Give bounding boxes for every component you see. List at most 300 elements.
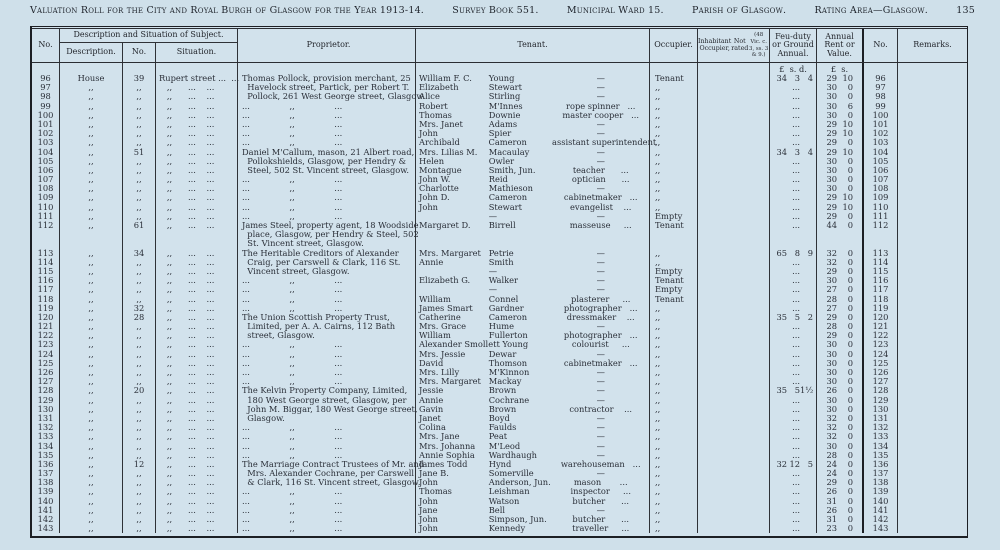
cell-occupier: ,,	[650, 258, 698, 267]
cell-row-number-right: 130	[864, 405, 898, 414]
cell-row-number-right: 111	[864, 212, 898, 221]
feu-shillings: 3	[794, 146, 800, 157]
cell-description: ,,	[60, 203, 123, 212]
cell-occupier: ,,	[650, 184, 698, 193]
cell-tenant	[416, 221, 650, 230]
tenant-surname: Kennedy	[488, 523, 526, 534]
cell-proprietor: ... ,, ...	[238, 175, 416, 184]
tenant-forename: Thomas	[419, 109, 452, 120]
tenant-surname: Gardner	[488, 302, 524, 313]
rent-pounds: 28	[826, 449, 837, 460]
cell-proprietor: ... ,, ...	[238, 138, 416, 147]
cell-tenant	[416, 120, 650, 129]
cell-inhabitant-occupier	[698, 239, 770, 248]
cell-remarks	[898, 432, 967, 441]
cell-row-number-right: 119	[864, 304, 898, 313]
tenant-forename: John	[419, 477, 439, 488]
feu-pence	[800, 102, 813, 111]
cell-annual-rent	[817, 304, 864, 313]
cell-situation: ,, ... ...	[156, 497, 238, 506]
feu-pence	[800, 175, 813, 184]
rent-shillings: 6	[847, 100, 853, 111]
cell-house-number: ,,	[123, 331, 156, 340]
tenant-forename	[416, 230, 489, 239]
cell-annual-rent	[817, 432, 864, 441]
cell-inhabitant-occupier	[698, 386, 770, 395]
cell-proprietor: Glasgow.	[238, 414, 416, 423]
feu-pence	[800, 497, 813, 506]
feu-pounds	[770, 193, 787, 202]
feu-shillings: ...	[792, 91, 800, 102]
cell-description: ,,	[60, 340, 123, 349]
feu-pence	[800, 368, 813, 377]
cell-row-number: 132	[32, 423, 60, 432]
cell-inhabitant-occupier	[698, 276, 770, 285]
feu-shillings: ...	[792, 504, 800, 515]
tenant-forename: Mrs. Jane	[419, 431, 460, 442]
cell-annual-rent	[817, 497, 864, 506]
cell-description: ,,	[60, 166, 123, 175]
feu-pence	[800, 350, 813, 359]
feu-pence	[800, 166, 813, 175]
tenant-surname: Young	[488, 73, 515, 83]
cell-annual-rent	[817, 423, 864, 432]
cell-house-number: ,,	[123, 157, 156, 166]
cell-row-number: 112	[32, 221, 60, 230]
rent-pounds: 29	[826, 201, 837, 212]
feu-pence	[800, 193, 813, 202]
cell-row-number: 115	[32, 267, 60, 276]
cell-description: ,,	[60, 524, 123, 533]
rent-shillings: 0	[847, 394, 853, 405]
tenant-surname: Peat	[488, 431, 508, 442]
tenant-surname: Adams	[488, 118, 518, 129]
feu-pounds: 34	[776, 146, 787, 157]
tenant-forename: Mrs. Jessie	[419, 348, 466, 359]
cell-situation: ,, ... ...	[156, 111, 238, 120]
tenant-forename: Colina	[419, 422, 446, 433]
feu-shillings: ...	[792, 330, 800, 341]
rent-shillings: 0	[847, 82, 853, 93]
cell-house-number: ,,	[123, 506, 156, 515]
cell-description: ,,	[60, 157, 123, 166]
rent-pounds: 30	[826, 155, 837, 166]
tenant-forename: William	[419, 330, 451, 341]
cell-description: ,,	[60, 184, 123, 193]
feu-shillings: ...	[792, 192, 800, 203]
rent-pounds: 30	[826, 183, 837, 194]
cell-row-number-right: 129	[864, 396, 898, 405]
cell-description: ,,	[60, 83, 123, 92]
feu-pounds	[770, 295, 787, 304]
municipal-ward-label: Municipal Ward 15.	[566, 5, 664, 16]
feu-pounds	[770, 129, 787, 138]
cell-occupier: ,,	[650, 92, 698, 101]
cell-house-number: ,,	[123, 276, 156, 285]
cell-description: ,,	[60, 120, 123, 129]
header-situation: Situation.	[176, 47, 217, 57]
feu-shillings: ...	[792, 431, 800, 442]
cell-inhabitant-occupier	[698, 405, 770, 414]
feu-shillings: ...	[792, 523, 800, 534]
feu-pence	[800, 515, 813, 524]
cell-remarks	[898, 111, 967, 120]
tenant-surname: Birrell	[488, 220, 516, 230]
cell-house-number: ,,	[123, 203, 156, 212]
cell-inhabitant-occupier	[698, 451, 770, 460]
cell-house-number: ,,	[123, 138, 156, 147]
cell-house-number: ,,	[123, 83, 156, 92]
feu-shillings: ...	[792, 174, 800, 185]
cell-annual-rent	[817, 368, 864, 377]
cell-occupier: ,,	[650, 423, 698, 432]
tenant-surname: Connel	[488, 293, 519, 304]
cell-proprietor: ... ,, ...	[238, 212, 416, 221]
tenant-occupation: —	[596, 412, 605, 423]
feu-pence	[800, 83, 813, 92]
cell-situation	[156, 230, 238, 239]
tenant-forename: David	[419, 357, 444, 368]
cell-inhabitant-occupier	[698, 396, 770, 405]
feu-pence	[800, 184, 813, 193]
cell-house-number: 32	[123, 304, 156, 313]
feu-shillings: ...	[792, 284, 800, 295]
cell-row-number: 107	[32, 175, 60, 184]
feu-pounds	[770, 396, 787, 405]
cell-tenant	[416, 230, 650, 239]
tenant-forename: Alice	[419, 91, 440, 102]
tenant-forename: John	[419, 514, 439, 524]
tenant-occupation: evangelist ...	[569, 201, 632, 212]
cell-situation: ,, ... ...	[156, 524, 238, 533]
cell-occupier: ,,	[650, 111, 698, 120]
feu-pounds	[770, 506, 787, 515]
feu-pence	[800, 129, 813, 138]
valuation-table	[30, 26, 968, 538]
feu-pounds	[770, 414, 787, 423]
cell-situation: ,, ... ...	[156, 175, 238, 184]
feu-shillings: ...	[792, 348, 800, 359]
cell-inhabitant-occupier	[698, 212, 770, 221]
cell-situation: ,, ... ...	[156, 203, 238, 212]
cell-situation: ,, ... ...	[156, 506, 238, 515]
cell-situation: ,, ... ...	[156, 469, 238, 478]
cell-situation: ,, ... ...	[156, 386, 238, 395]
cell-situation: ,, ... ...	[156, 331, 238, 340]
cell-row-number-right: 126	[864, 368, 898, 377]
rent-shillings: 0	[847, 155, 853, 166]
page-number: 135	[956, 5, 975, 16]
cell-house-number: ,,	[123, 129, 156, 138]
feu-units: £ s. d.	[770, 63, 817, 74]
tenant-surname: Leishman	[488, 486, 530, 497]
cell-inhabitant-occupier	[698, 267, 770, 276]
feu-shillings: ...	[792, 394, 800, 405]
tenant-surname: Mathieson	[488, 183, 533, 194]
cell-inhabitant-occupier	[698, 249, 770, 258]
cell-remarks	[898, 304, 967, 313]
cell-remarks	[898, 313, 967, 322]
cell-row-number-right: 137	[864, 469, 898, 478]
cell-house-number: ,,	[123, 423, 156, 432]
cell-annual-rent	[817, 350, 864, 359]
rent-shillings: 0	[847, 137, 853, 148]
rent-pounds: 29	[826, 265, 837, 276]
rent-pounds: 30	[826, 91, 837, 102]
cell-situation: ,, ... ...	[156, 432, 238, 441]
feu-shillings: ...	[792, 118, 800, 129]
cell-house-number: 51	[123, 148, 156, 157]
cell-remarks	[898, 460, 967, 469]
cell-annual-rent	[817, 166, 864, 175]
cell-remarks	[898, 295, 967, 304]
cell-description	[60, 230, 123, 239]
tenant-surname: Faulds	[488, 422, 517, 433]
tenant-occupation: mason ...	[573, 477, 628, 488]
feu-shillings: ...	[792, 440, 800, 451]
feu-shillings: ...	[792, 100, 800, 111]
cell-proprietor: ... ,, ...	[238, 423, 416, 432]
cell-row-number: 125	[32, 359, 60, 368]
cell-row-number: 102	[32, 129, 60, 138]
cell-situation: ,, ... ...	[156, 350, 238, 359]
cell-inhabitant-occupier	[698, 111, 770, 120]
feu-shillings: ...	[792, 220, 800, 230]
tenant-surname: Spier	[488, 128, 512, 139]
tenant-occupation: plasterer ...	[571, 293, 631, 304]
tenant-occupation: —	[596, 440, 605, 451]
cell-annual-rent	[817, 414, 864, 423]
cell-house-number: ,,	[123, 322, 156, 331]
feu-pence	[800, 405, 813, 414]
tenant-forename: John	[419, 201, 439, 212]
rent-shillings: 0	[847, 183, 853, 194]
header-occupier: Occupier.	[650, 29, 698, 62]
rent-pounds: 32	[826, 431, 837, 442]
cell-row-number: 143	[32, 524, 60, 533]
rent-shillings: 0	[847, 431, 853, 442]
rent-shillings: 0	[847, 302, 853, 313]
tenant-forename: Alexander Smollett Young	[419, 339, 529, 350]
cell-description: ,,	[60, 469, 123, 478]
cell-row-number: 137	[32, 469, 60, 478]
feu-shillings: ...	[792, 449, 800, 460]
cell-description: ,,	[60, 285, 123, 294]
cell-house-number: ,,	[123, 487, 156, 496]
cell-house-number: ,,	[123, 102, 156, 111]
cell-proprietor: Craig, per Carswell & Clark, 116 St.	[238, 258, 416, 267]
cell-tenant	[416, 414, 650, 423]
cell-occupier: ,,	[650, 203, 698, 212]
cell-inhabitant-occupier	[698, 285, 770, 294]
rent-pounds: 29	[826, 118, 837, 129]
feu-pence	[800, 120, 813, 129]
rent-shillings: 0	[847, 265, 853, 276]
cell-remarks	[898, 120, 967, 129]
cell-row-number: 96	[32, 74, 60, 83]
rent-shillings: 0	[847, 330, 853, 341]
tenant-surname: Cochrane	[488, 394, 530, 405]
feu-pence	[800, 340, 813, 349]
rent-shillings: 10	[842, 73, 853, 83]
rent-shillings: 0	[847, 321, 853, 332]
cell-occupier: ,,	[650, 469, 698, 478]
tenant-occupation: butcher ...	[572, 495, 629, 506]
feu-shillings: ...	[792, 403, 800, 414]
tenant-occupation: dressmaker ...	[566, 311, 635, 322]
tenant-forename: Mrs. Janet	[419, 118, 463, 129]
cell-inhabitant-occupier	[698, 497, 770, 506]
cell-proprietor: The Union Scottish Property Trust,	[238, 313, 416, 322]
rating-area-label: Rating Area—Glasgow.	[814, 5, 928, 16]
tenant-surname: Bell	[488, 504, 506, 515]
rent-pounds: 26	[826, 486, 837, 497]
cell-row-number: 108	[32, 184, 60, 193]
cell-description: ,,	[60, 221, 123, 230]
cell-row-number-right: 136	[864, 460, 898, 469]
cell-annual-rent	[817, 442, 864, 451]
cell-description: ,,	[60, 313, 123, 322]
cell-remarks	[898, 166, 967, 175]
feu-pounds	[770, 524, 787, 533]
cell-remarks	[898, 506, 967, 515]
tenant-occupation: —	[596, 431, 605, 442]
cell-description: ,,	[60, 377, 123, 386]
tenant-forename: William	[419, 293, 451, 304]
cell-annual-rent	[817, 331, 864, 340]
cell-proprietor: ... ,, ...	[238, 193, 416, 202]
cell-feu-duty	[770, 524, 817, 533]
feu-shillings: ...	[792, 514, 800, 524]
rent-shillings: 0	[847, 109, 853, 120]
feu-shillings: ...	[792, 376, 800, 387]
rent-pounds: 44	[826, 220, 837, 230]
cell-remarks	[898, 230, 967, 239]
cell-proprietor: ... ,, ...	[238, 442, 416, 451]
cell-proprietor: ... ,, ...	[238, 340, 416, 349]
cell-remarks	[898, 396, 967, 405]
cell-row-number-right: 125	[864, 359, 898, 368]
cell-description: ,,	[60, 460, 123, 469]
cell-house-number: 39	[123, 74, 156, 83]
cell-situation: ,, ... ...	[156, 212, 238, 221]
feu-shillings	[787, 230, 800, 239]
cell-occupier: ,,	[650, 487, 698, 496]
tenant-forename: Thomas	[419, 486, 452, 497]
tenant-surname: M'Innes	[488, 100, 523, 111]
cell-remarks	[898, 212, 967, 221]
cell-annual-rent	[817, 120, 864, 129]
cell-inhabitant-occupier	[698, 258, 770, 267]
rent-pounds: 30	[826, 440, 837, 451]
rent-shillings: 10	[842, 201, 853, 212]
header-inhabitant-occupier: Inhabitant Occupier, Not rated (48 Vic. c. 3, ss. 3 & 9.)	[698, 29, 770, 62]
cell-inhabitant-occupier	[698, 432, 770, 441]
cell-annual-rent	[817, 377, 864, 386]
cell-remarks	[898, 92, 967, 101]
cell-row-number: 104	[32, 148, 60, 157]
rent-shillings: 0	[847, 339, 853, 350]
cell-proprietor: ... ,, ...	[238, 203, 416, 212]
cell-tenant	[416, 203, 650, 212]
cell-tenant	[416, 258, 650, 267]
cell-remarks	[898, 322, 967, 331]
cell-annual-rent	[817, 203, 864, 212]
cell-row-number: 124	[32, 350, 60, 359]
tenant-surname: —	[488, 210, 497, 221]
cell-situation: ,, ... ...	[156, 285, 238, 294]
cell-situation: ,, ... ...	[156, 138, 238, 147]
cell-proprietor: ... ,, ...	[238, 359, 416, 368]
cell-situation: ,, ... ...	[156, 304, 238, 313]
rent-shillings: 0	[847, 514, 853, 524]
tenant-occupation: —	[596, 210, 605, 221]
tenant-surname: Thomson	[488, 357, 528, 368]
feu-pence	[800, 423, 813, 432]
cell-annual-rent	[817, 396, 864, 405]
cell-description: ,,	[60, 350, 123, 359]
rent-shillings: 0	[847, 220, 853, 230]
feu-pounds	[770, 111, 787, 120]
cell-row-number-right: 101	[864, 120, 898, 129]
feu-shillings: ...	[792, 256, 800, 267]
feu-pounds	[770, 221, 787, 230]
cell-occupier	[650, 230, 698, 239]
feu-pounds: 35	[776, 385, 787, 396]
cell-proprietor: The Kelvin Property Company, Limited,	[238, 386, 416, 395]
cell-remarks	[898, 83, 967, 92]
rent-pounds: 29	[826, 210, 837, 221]
cell-situation: ,, ... ...	[156, 295, 238, 304]
tenant-occupation: photographer ...	[563, 330, 638, 341]
cell-occupier: ,,	[650, 102, 698, 111]
cell-occupier: ,,	[650, 377, 698, 386]
cell-proprietor: Mrs. Alexander Cochrane, per Carswell	[238, 469, 416, 478]
cell-annual-rent	[817, 313, 864, 322]
rent-pounds: 30	[826, 339, 837, 350]
feu-pence	[800, 157, 813, 166]
cell-house-number: ,,	[123, 166, 156, 175]
cell-annual-rent	[817, 230, 864, 239]
cell-row-number-right: 122	[864, 331, 898, 340]
cell-description: ,,	[60, 515, 123, 524]
cell-description: ,,	[60, 304, 123, 313]
cell-situation: ,, ... ...	[156, 377, 238, 386]
cell-occupier: ,,	[650, 350, 698, 359]
cell-proprietor: ... ,, ...	[238, 129, 416, 138]
rent-pounds: 24	[826, 468, 837, 479]
cell-occupier: ,,	[650, 497, 698, 506]
cell-remarks	[898, 497, 967, 506]
cell-row-number-right: 116	[864, 276, 898, 285]
rent-shillings: 0	[847, 486, 853, 497]
cell-row-number-right: 113	[864, 249, 898, 258]
rent-pounds: 29	[826, 128, 837, 139]
feu-pence	[800, 414, 813, 423]
cell-inhabitant-occupier	[698, 322, 770, 331]
cell-house-number: ,,	[123, 267, 156, 276]
rent-pounds: 30	[826, 109, 837, 120]
cell-house-number: ,,	[123, 111, 156, 120]
tenant-occupation: —	[596, 183, 605, 194]
cell-inhabitant-occupier	[698, 295, 770, 304]
cell-house-number: 61	[123, 221, 156, 230]
feu-pounds	[770, 423, 787, 432]
cell-situation: Rupert street ... ...	[156, 74, 238, 83]
tenant-forename: Annie	[419, 256, 444, 267]
cell-remarks	[898, 129, 967, 138]
rent-shillings: 0	[847, 293, 853, 304]
